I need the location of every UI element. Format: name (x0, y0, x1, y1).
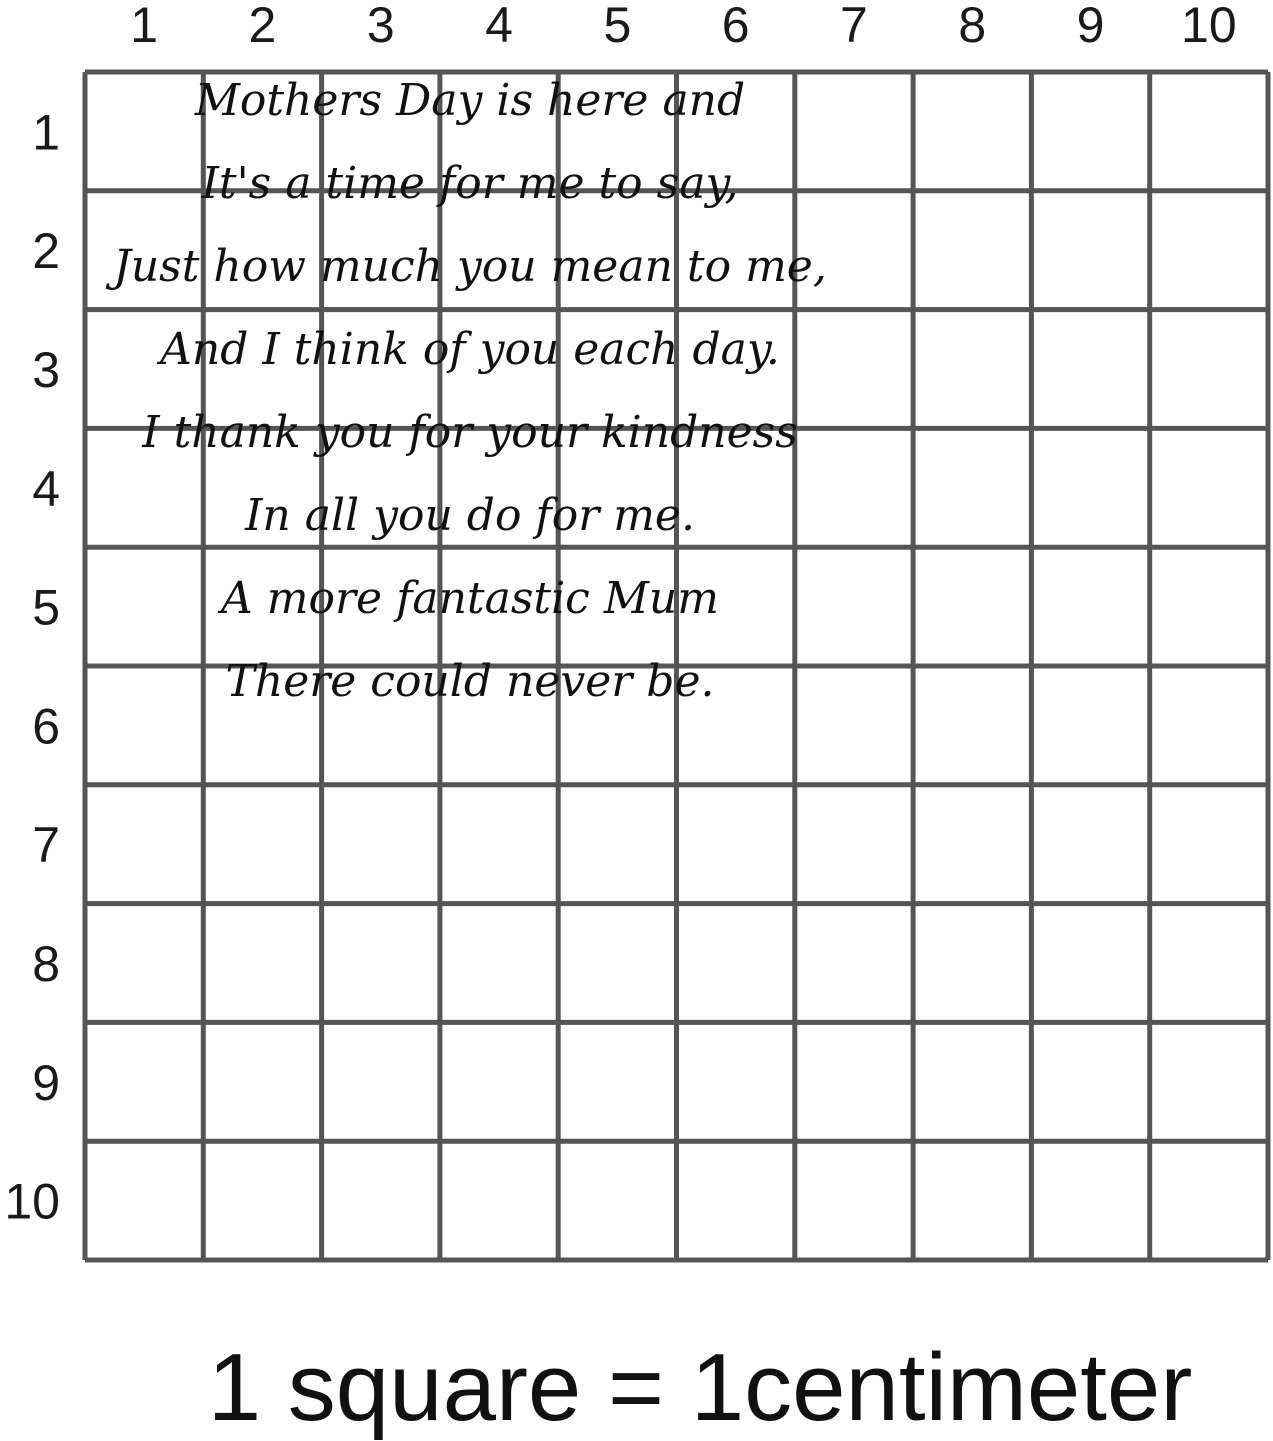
row-label: 1 (32, 104, 60, 161)
column-label: 8 (958, 0, 987, 53)
column-label: 2 (248, 0, 277, 53)
poem-line: I thank you for your kindness (142, 407, 798, 458)
row-label: 3 (32, 342, 60, 398)
poem-line: Just how much you mean to me, (113, 241, 827, 292)
column-label: 4 (485, 0, 513, 53)
column-label: 10 (1181, 0, 1237, 53)
column-label: 1 (130, 0, 159, 53)
column-labels (130, 0, 1236, 53)
row-label: 4 (32, 460, 60, 517)
poem-line: It's a time for me to say, (201, 158, 739, 209)
row-labels (4, 104, 60, 1229)
column-label: 5 (603, 0, 632, 53)
row-label: 10 (4, 1173, 60, 1230)
column-label: 7 (840, 0, 868, 53)
poem-text (105, 75, 827, 707)
poem-line: A more fantastic Mum (221, 573, 719, 624)
column-label: 6 (721, 0, 750, 53)
row-label: 8 (32, 936, 60, 992)
poem-line: In all you do for me. (245, 490, 695, 541)
poem-line: Mothers Day is here and (194, 75, 746, 126)
row-label: 7 (32, 817, 60, 874)
row-label: 2 (32, 223, 60, 280)
poem-line: There could never be. (225, 656, 715, 707)
column-label: 3 (366, 0, 395, 53)
poem-line: And I think of you each day. (160, 324, 780, 375)
row-label: 6 (32, 698, 60, 755)
scale-caption: 1 square = 1centimeter (207, 1334, 1193, 1441)
row-label: 5 (32, 579, 60, 636)
column-label: 9 (1076, 0, 1105, 53)
row-label: 9 (32, 1054, 60, 1111)
